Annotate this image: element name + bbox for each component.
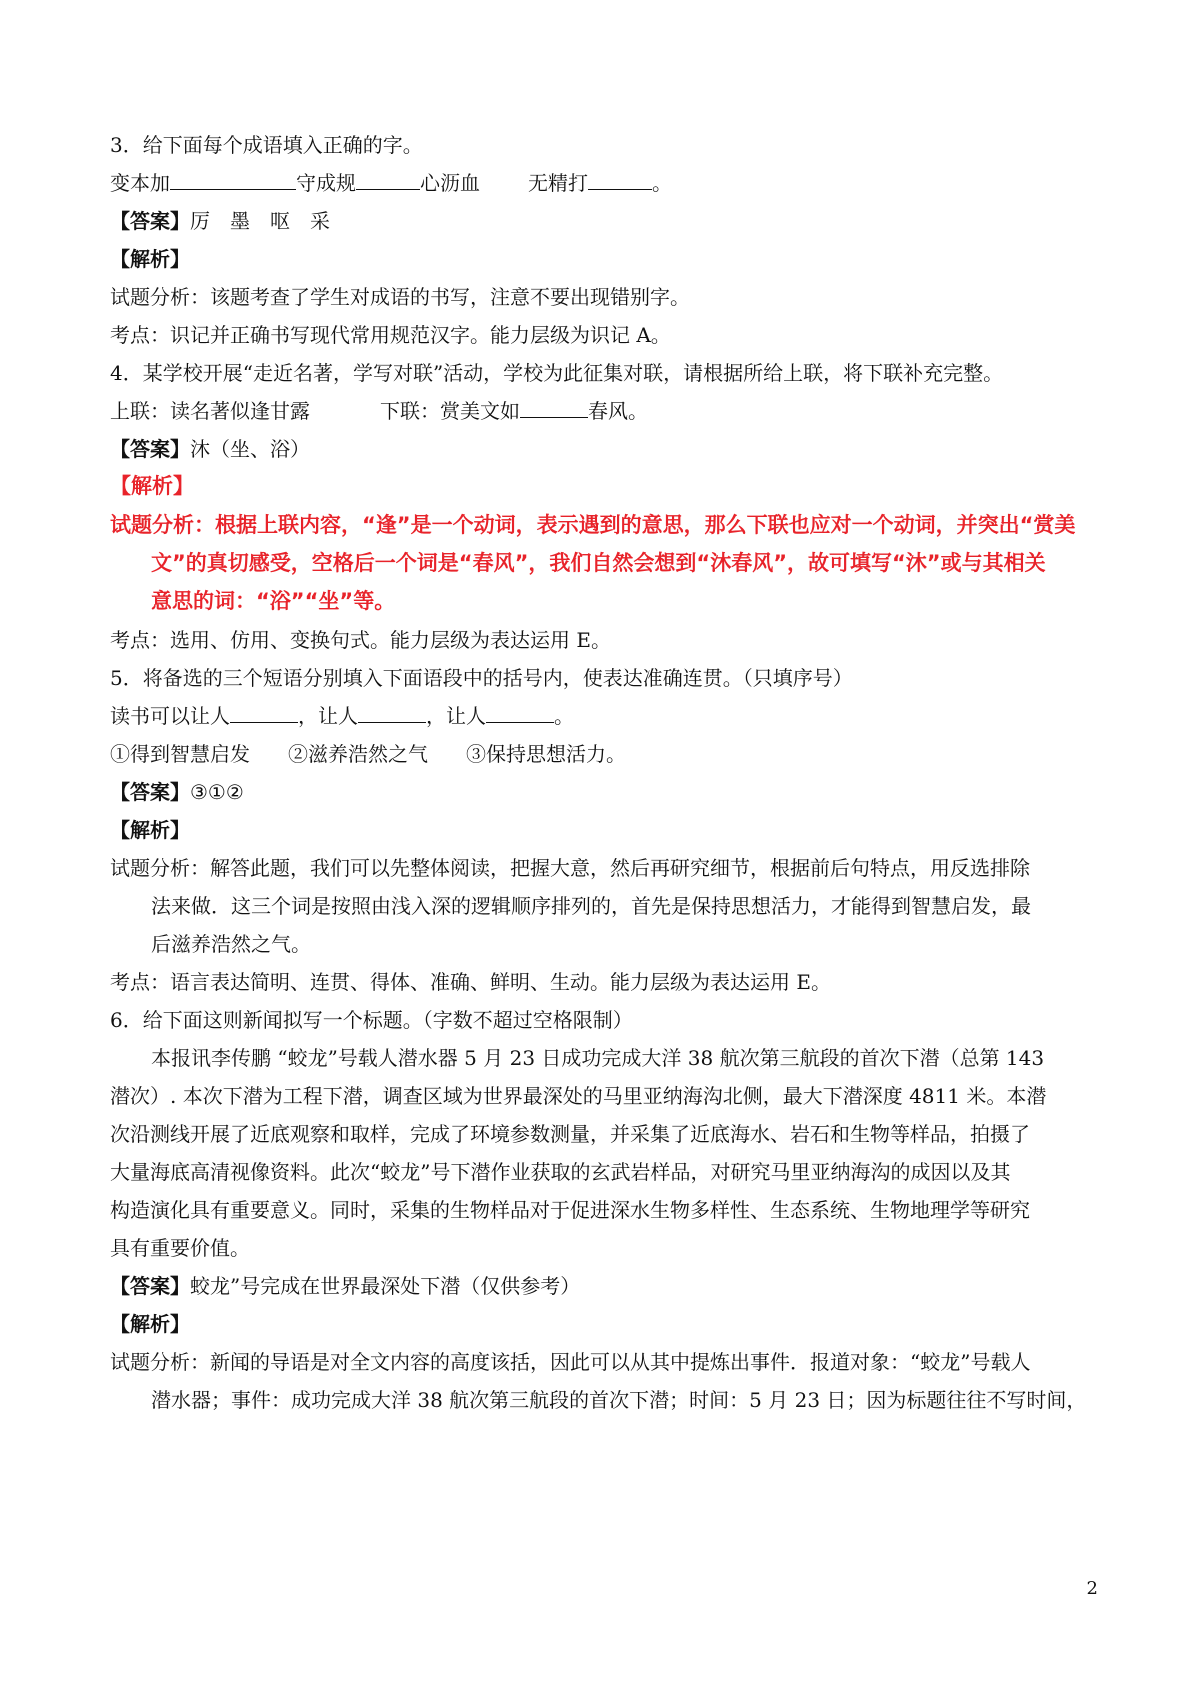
q6-passage-line-3: 次沿测线开展了近底观察和取样，完成了环境参数测量，并采集了近底海水、岩石和生物等样品，拍摄了 (110, 1122, 1030, 1146)
q6-answer-label: 【答案】 (110, 1274, 190, 1298)
q3-analysis: 试题分析：该题考查了学生对成语的书写，注意不要出现错别字。 (110, 285, 690, 309)
q6-title: 6．给下面这则新闻拟写一个标题。（字数不超过空格限制） (110, 1008, 633, 1032)
q3-point: 考点：识记并正确书写现代常用规范汉字。能力层级为识记 A。 (110, 323, 671, 347)
q5-sentence-a: 读书可以让人 (110, 704, 230, 728)
q4-lower-prefix: 下联：赏美文如 (380, 399, 520, 423)
q4-answer-label: 【答案】 (110, 437, 190, 461)
page-number: 2 (1086, 1578, 1098, 1599)
q4-analysis-label: 【解析】 (110, 474, 194, 498)
q6-passage-line-1: 本报讯李传鹏 “蛟龙”号载人潜水器 5 月 23 日成功完成大洋 38 航次第三航段的首次下潜（总第 143 (151, 1046, 1045, 1070)
q5-option-3: ③保持思想活力。 (466, 742, 626, 766)
q3-blanks-line (110, 170, 672, 196)
q5-answer-label: 【答案】 (110, 780, 190, 804)
q5-sentence-end: 。 (554, 704, 574, 728)
q6-passage-line-4: 大量海底高清视像资料。此次“蛟龙”号下潜作业获取的玄武岩样品，对研究马里亚纳海沟的成因以及其 (110, 1160, 1011, 1184)
q3-blank-1 (170, 171, 296, 190)
q4-point: 考点：选用、仿用、变换句式。能力层级为表达运用 E。 (110, 628, 611, 652)
q6-answer (110, 1273, 580, 1299)
q6-answer-text: 蛟龙”号完成在世界最深处下潜（仅供参考） (190, 1274, 581, 1298)
q5-answer (110, 779, 244, 805)
q5-sentence (110, 703, 574, 729)
q5-answer-text: ③①② (190, 780, 244, 804)
q5-analysis-line-1: 试题分析：解答此题，我们可以先整体阅读，把握大意，然后再研究细节，根据前后句特点，用反选排除 (110, 856, 1030, 880)
q6-analysis-label: 【解析】 (110, 1312, 190, 1336)
q4-analysis-line-1: 试题分析：根据上联内容，“逢”是一个动词，表示遇到的意思，那么下联也应对一个动词，并突出“赏美 (110, 513, 1076, 537)
q4-lower-suffix: 春风。 (588, 399, 648, 423)
q4-couplet (110, 398, 648, 424)
q5-option-2: ②滋养浩然之气 (288, 742, 428, 766)
q4-answer (110, 436, 310, 462)
q3-idiom-2: 守成规 (296, 171, 356, 195)
q5-blank-2 (358, 704, 426, 723)
q3-answer (110, 208, 330, 234)
q5-point: 考点：语言表达简明、连贯、得体、准确、鲜明、生动。能力层级为表达运用 E。 (110, 970, 831, 994)
q3-idiom-1: 变本加 (110, 171, 170, 195)
q4-title: 4．某学校开展“走近名著，学写对联”活动，学校为此征集对联，请根据所给上联，将下联补充完整。 (110, 361, 1004, 385)
q3-blank-4 (588, 171, 652, 190)
q3-idiom-3: 心沥血 (420, 171, 480, 195)
q5-analysis-label: 【解析】 (110, 818, 190, 842)
q5-blank-3 (486, 704, 554, 723)
q6-passage-line-6: 具有重要价值。 (110, 1236, 250, 1260)
q4-blank (520, 399, 588, 418)
q3-blank-2 (356, 171, 420, 190)
q3-analysis-label: 【解析】 (110, 247, 190, 271)
q4-analysis-line-3: 意思的词：“浴”“坐”等。 (151, 589, 396, 613)
q5-title: 5．将备选的三个短语分别填入下面语段中的括号内，使表达准确连贯。（只填序号） (110, 666, 853, 690)
q6-passage-line-5: 构造演化具有重要意义。同时，采集的生物样品对于促进深水生物多样性、生态系统、生物地理学等研究 (110, 1198, 1030, 1222)
q3-title: 3．给下面每个成语填入正确的字。 (110, 133, 423, 157)
q6-passage-line-2: 潜次）. 本次下潜为工程下潜，调查区域为世界最深处的马里亚纳海沟北侧，最大下潜深度 4811 米。本潜 (110, 1084, 1047, 1108)
q5-sentence-c: ，让人 (426, 704, 486, 728)
q4-answer-text: 沐（坐、浴） (190, 437, 310, 461)
q3-answer-label: 【答案】 (110, 209, 190, 233)
q4-analysis-line-2: 文”的真切感受，空格后一个词是“春风”，我们自然会想到“沐春风”，故可填写“沐”或与其相关 (151, 551, 1046, 575)
q5-options (110, 741, 626, 767)
q6-analysis-line-2: 潜水器；事件：成功完成大洋 38 航次第三航段的首次下潜；时间：5 月 23 日；因为标题往往不写时间， (151, 1388, 1087, 1412)
q3-answer-text: 厉 墨 呕 采 (190, 209, 330, 233)
q3-end: 。 (652, 171, 672, 195)
q5-option-1: ①得到智慧启发 (110, 742, 250, 766)
q6-analysis-line-1: 试题分析：新闻的导语是对全文内容的高度该括，因此可以从其中提炼出事件．报道对象：“蛟龙”号载人 (110, 1350, 1031, 1374)
q5-analysis-line-3: 后滋养浩然之气。 (151, 932, 311, 956)
q4-upper: 上联：读名著似逢甘露 (110, 399, 310, 423)
q5-sentence-b: ，让人 (298, 704, 358, 728)
q5-blank-1 (230, 704, 298, 723)
q5-analysis-line-2: 法来做．这三个词是按照由浅入深的逻辑顺序排列的，首先是保持思想活力，才能得到智慧启发，最 (151, 894, 1031, 918)
q3-idiom-4: 无精打 (528, 171, 588, 195)
